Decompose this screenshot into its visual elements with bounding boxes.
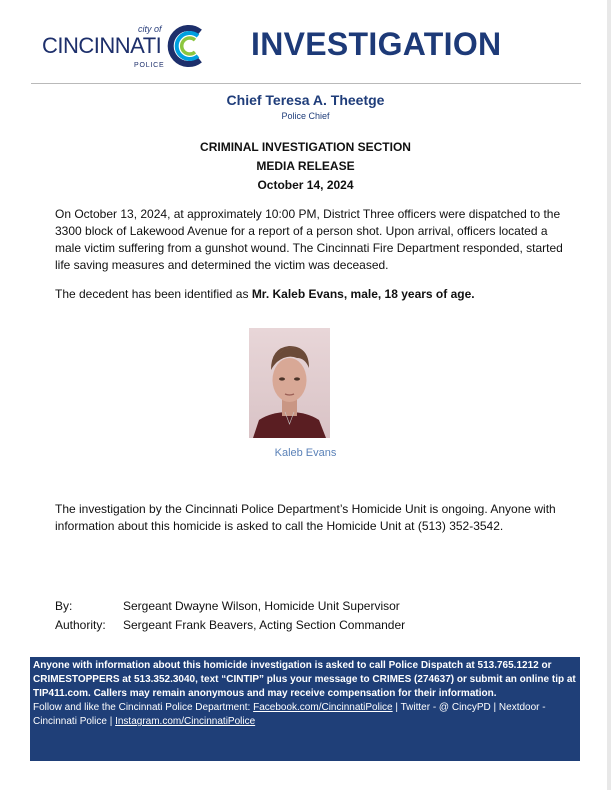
- authority-line: [55, 618, 405, 632]
- follow-text: Follow and like the Cincinnati Police Department:: [33, 702, 254, 713]
- decedent-prefix: The decedent has been identified as: [55, 287, 252, 301]
- release-type: MEDIA RELEASE: [256, 159, 355, 173]
- release-heading: [0, 138, 611, 195]
- logo-city-text: city of: [138, 24, 162, 34]
- authority-value: Sergeant Frank Beavers, Acting Section Commander: [123, 618, 406, 632]
- by-line: [55, 599, 400, 613]
- decedent-paragraph: [55, 286, 575, 303]
- by-label: By:: [55, 599, 73, 613]
- page-title: INVESTIGATION: [251, 26, 502, 62]
- chief-name: Chief Teresa A. Theetge: [226, 92, 385, 108]
- victim-photo: [249, 328, 330, 438]
- nextdoor-text: Nextdoor - Cincinnati Police |: [33, 702, 546, 727]
- release-date: October 14, 2024: [257, 178, 354, 192]
- ongoing-investigation-paragraph: The investigation by the Cincinnati Police Department’s Homicide Unit is ongoing. Anyone with information about this homicide is asked to call the Homicide Unit at (513) 352-3542.: [55, 502, 556, 533]
- facebook-link[interactable]: Facebook.com/CincinnatiPolice: [253, 702, 393, 713]
- incident-paragraph: On October 13, 2024, at approximately 10:00 PM, District Three officers were dispatched to the 3300 block of Lakewood Avenue for a report of a person shot. Upon arrival, officers located a male victim suffering from a gunshot wound. The Cincinnati Fire Department responded, started life saving measures and determined the victim was deceased.: [55, 207, 563, 272]
- victim-portrait-image: [249, 328, 330, 438]
- authority-label: Authority:: [55, 618, 106, 632]
- cincinnati-police-logo: [42, 22, 222, 72]
- header-divider: [31, 83, 581, 84]
- twitter-text: | Twitter - @ CincyPD |: [392, 702, 499, 713]
- cincinnati-c-logo-icon: [162, 22, 210, 70]
- tip-info-footer: [30, 657, 580, 761]
- chief-role: Police Chief: [281, 111, 330, 121]
- tip-info-text: Anyone with information about this homicide investigation is asked to call Police Dispatch at 513.765.1212 or CRIMESTOPPERS at 513.352.3040, text “CINTIP” plus your message to CRIMES (274637) or submit an online tip at TIP411.com. Callers may remain anonymous and may receive compensation for their information.: [33, 660, 576, 699]
- by-value: Sergeant Dwayne Wilson, Homicide Unit Supervisor: [123, 599, 400, 613]
- decedent-identity: Mr. Kaleb Evans, male, 18 years of age.: [251, 287, 475, 301]
- logo-name-text: CINCINNATI: [42, 33, 162, 58]
- section-name: CRIMINAL INVESTIGATION SECTION: [200, 140, 411, 154]
- photo-caption: Kaleb Evans: [274, 447, 337, 459]
- document-header: [0, 0, 611, 82]
- logo-police-text: POLICE: [134, 62, 165, 69]
- instagram-link[interactable]: Instagram.com/CincinnatiPolice: [115, 716, 256, 727]
